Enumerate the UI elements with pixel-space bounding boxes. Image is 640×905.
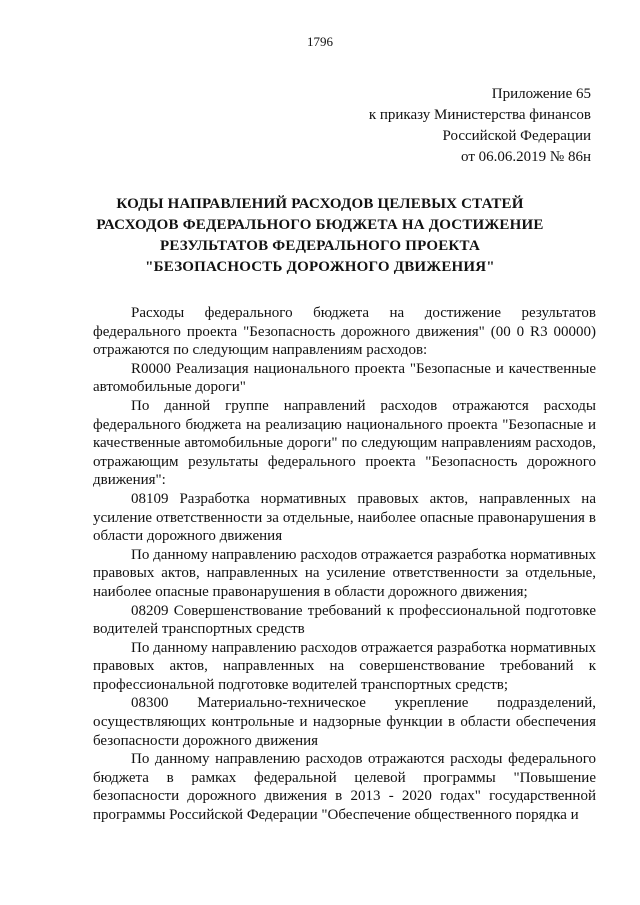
document-title xyxy=(60,194,580,278)
appendix-reference xyxy=(271,84,591,168)
body-paragraph: 08109 Разработка нормативных правовых актов, направленных на усиление ответственности за отдельные, наиболее опасные правонарушения в области дорожного движения xyxy=(93,490,596,545)
body-paragraph: 08209 Совершенствование требований к профессиональной подготовке водителей транспортных средств xyxy=(93,602,596,638)
body-paragraph: Расходы федерального бюджета на достижение результатов федерального проекта "Безопасность дорожного движения" (00 0 R3 00000) отражаются по следующим направлениям расходов: xyxy=(93,305,596,359)
body-paragraph: 08300 Материально-техническое укрепление подразделений, осуществляющих контрольные и надзорные функции в области обеспечения безопасности дорожного движения xyxy=(93,695,596,749)
body-paragraph: По данной группе направлений расходов отражаются расходы федерального бюджета на реализацию национального проекта "Безопасные и качественные автомобильные дороги" по следующим направлениям расходов, отражающим результаты федерального проекта "Безопасность дорожного движения": xyxy=(93,397,596,489)
appendix-line: Приложение 65 xyxy=(491,86,591,102)
body-paragraph: По данному направлению расходов отражаются расходы федерального бюджета в рамках федеральной целевой программы "Повышение безопасности дорожного движения в 2013 - 2020 годах" государственной программы Российской Федерации "Обеспечение общественного порядка и xyxy=(93,751,596,824)
appendix-line: Российской Федерации xyxy=(442,128,591,144)
appendix-line: от 06.06.2019 № 86н xyxy=(461,149,591,165)
page-number: 1796 xyxy=(307,34,333,49)
title-line: КОДЫ НАПРАВЛЕНИЙ РАСХОДОВ ЦЕЛЕВЫХ СТАТЕЙ xyxy=(116,196,524,212)
title-line: "БЕЗОПАСНОСТЬ ДОРОЖНОГО ДВИЖЕНИЯ" xyxy=(145,259,495,275)
title-line: РАСХОДОВ ФЕДЕРАЛЬНОГО БЮДЖЕТА НА ДОСТИЖЕНИЕ xyxy=(96,217,544,233)
body-paragraph: R0000 Реализация национального проекта "Безопасные и качественные автомобильные дороги" xyxy=(93,360,596,396)
title-line: РЕЗУЛЬТАТОВ ФЕДЕРАЛЬНОГО ПРОЕКТА xyxy=(160,238,480,254)
body-paragraph: По данному направлению расходов отражается разработка нормативных правовых актов, направленных на совершенствование требований к профессиональной подготовке водителей транспортных средств; xyxy=(93,639,596,693)
body-paragraph: По данному направлению расходов отражается разработка нормативных правовых актов, направленных на усиление ответственности за отдельные, наиболее опасные правонарушения в области дорожного движения; xyxy=(93,546,596,600)
appendix-line: к приказу Министерства финансов xyxy=(368,107,591,123)
document-body xyxy=(93,304,596,825)
